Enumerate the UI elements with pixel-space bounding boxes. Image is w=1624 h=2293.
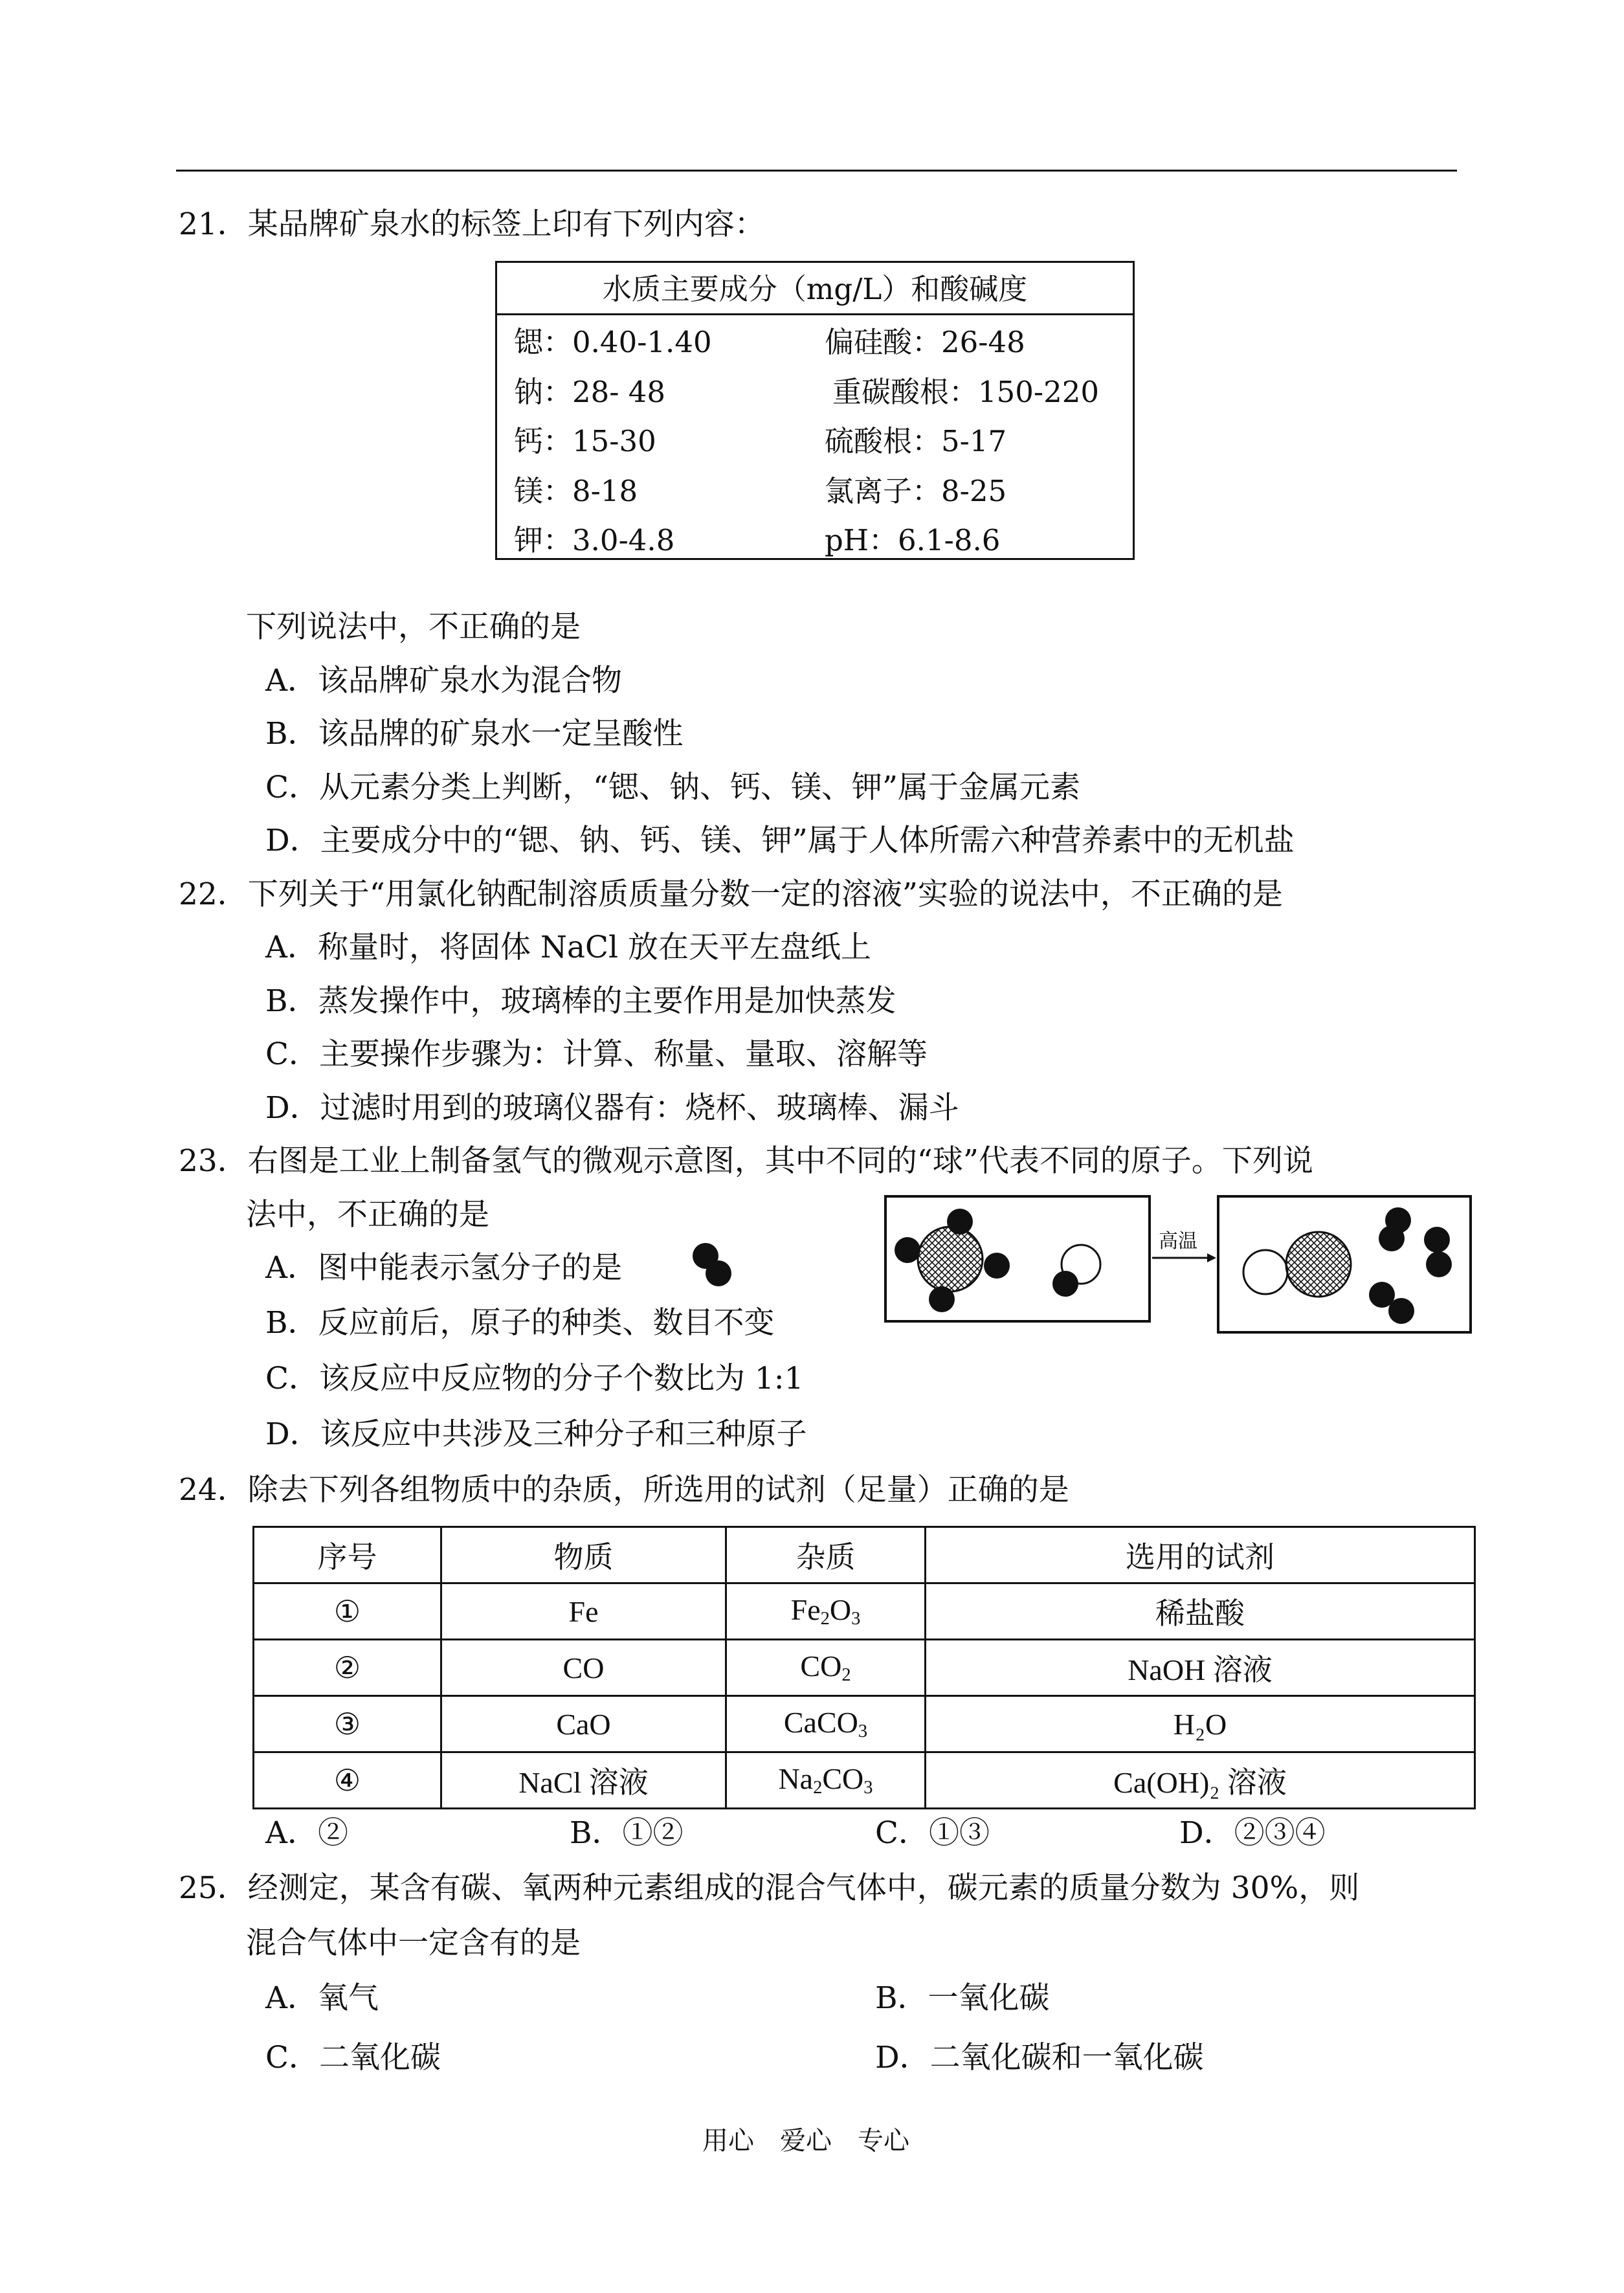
label-divider bbox=[497, 313, 1133, 315]
table-header-row bbox=[254, 1527, 1475, 1583]
q22-stem: 22．下列关于“用氯化钠配制溶质质量分数一定的溶液”实验的说法中，不正确的是 bbox=[179, 877, 1283, 912]
row-num: ② bbox=[254, 1640, 441, 1696]
q22-option-d: D．过滤时用到的玻璃仪器有：烧杯、玻璃棒、漏斗 bbox=[265, 1090, 959, 1126]
row-impurity: CaCO$_3$ bbox=[726, 1696, 926, 1752]
row-substance: CaO bbox=[441, 1696, 726, 1752]
table-row bbox=[254, 1752, 1475, 1809]
row-num: ③ bbox=[254, 1696, 441, 1752]
q25-option-a: A．氧气 bbox=[265, 1980, 379, 2016]
row-impurity: $CO_2$ bbox=[726, 1640, 926, 1696]
label-left-1: 锶：0.40-1.40 bbox=[514, 325, 712, 359]
hydrogen-molecule-icon bbox=[683, 1236, 741, 1295]
q25-option-b: B．一氧化碳 bbox=[875, 1980, 1050, 2016]
table-row bbox=[254, 1696, 1475, 1752]
row-substance: Fe bbox=[441, 1583, 726, 1640]
q21-option-c: C．从元素分类上判断，“锶、钠、钙、镁、钾”属于金属元素 bbox=[265, 770, 1081, 805]
q23-option-c: C．该反应中反应物的分子个数比为 1:1 bbox=[265, 1361, 804, 1396]
row-reagent: NaOH 溶液 bbox=[926, 1640, 1475, 1696]
header-reagent: 选用的试剂 bbox=[926, 1527, 1475, 1583]
label-left-3: 钙：15-30 bbox=[514, 424, 656, 458]
q24-option-a: A．② bbox=[265, 1815, 348, 1851]
q23-option-a: A．图中能表示氢分子的是 bbox=[265, 1250, 622, 1286]
top-rule bbox=[176, 170, 1457, 172]
row-impurity: $Na_2CO_3$ bbox=[726, 1752, 926, 1809]
label-right-1: 偏硅酸：26-48 bbox=[825, 325, 1025, 359]
q21-option-b: B．该品牌的矿泉水一定呈酸性 bbox=[265, 716, 684, 752]
reactant-water-molecule bbox=[1052, 1245, 1100, 1297]
row-substance: CO bbox=[441, 1640, 726, 1696]
label-right-3: 硫酸根：5-17 bbox=[825, 424, 1007, 458]
reaction-diagram bbox=[884, 1194, 1474, 1340]
header-num: 序号 bbox=[254, 1527, 441, 1583]
label-left-4: 镁：8-18 bbox=[514, 474, 638, 508]
row-num: ④ bbox=[254, 1752, 441, 1809]
q25-option-d: D．二氧化碳和一氧化碳 bbox=[875, 2040, 1204, 2075]
q24-option-c: C．①③ bbox=[875, 1815, 990, 1851]
q25-stem-line2: 混合气体中一定含有的是 bbox=[246, 1925, 581, 1961]
reagent-table bbox=[252, 1526, 1476, 1809]
header-impurity: 杂质 bbox=[726, 1527, 926, 1583]
q24-stem: 24．除去下列各组物质中的杂质，所选用的试剂（足量）正确的是 bbox=[179, 1472, 1069, 1508]
label-right-5: pH：6.1-8.6 bbox=[825, 523, 1001, 557]
product-co-molecule bbox=[1243, 1232, 1351, 1297]
table-row bbox=[254, 1583, 1475, 1640]
reactant-methane-molecule bbox=[895, 1209, 1010, 1312]
q25-stem-line1: 25．经测定，某含有碳、氧两种元素组成的混合气体中，碳元素的质量分数为 30%，则 bbox=[179, 1870, 1360, 1906]
q22-option-a: A．称量时，将固体 NaCl 放在天平左盘纸上 bbox=[265, 930, 871, 965]
arrow-label: 高温 bbox=[1159, 1230, 1197, 1253]
q23-stem-line2: 法中，不正确的是 bbox=[246, 1197, 489, 1233]
product-hydrogen-molecules bbox=[1369, 1207, 1452, 1324]
q21-option-d: D．主要成分中的“锶、钠、钙、镁、钾”属于人体所需六种营养素中的无机盐 bbox=[265, 823, 1295, 858]
q21-question: 下列说法中，不正确的是 bbox=[246, 609, 581, 645]
label-left-2: 钠：28- 48 bbox=[514, 375, 666, 409]
row-substance: NaCl 溶液 bbox=[441, 1752, 726, 1809]
row-reagent: Ca(OH)₂ 溶液 bbox=[926, 1752, 1475, 1809]
label-right-2: 重碳酸根：150-220 bbox=[832, 375, 1099, 409]
table-row bbox=[254, 1640, 1475, 1696]
q25-option-c: C．二氧化碳 bbox=[265, 2040, 441, 2075]
q22-option-b: B．蒸发操作中，玻璃棒的主要作用是加快蒸发 bbox=[265, 983, 896, 1019]
mineral-water-label bbox=[495, 261, 1135, 560]
header-substance: 物质 bbox=[441, 1527, 726, 1583]
q24-option-d: D．②③④ bbox=[1179, 1815, 1326, 1851]
q21-stem: 21．某品牌矿泉水的标签上印有下列内容： bbox=[179, 207, 765, 242]
label-header: 水质主要成分（mg/L）和酸碱度 bbox=[602, 272, 1028, 306]
q24-option-b: B．①② bbox=[570, 1815, 684, 1851]
q23-option-b: B．反应前后，原子的种类、数目不变 bbox=[265, 1305, 775, 1341]
q21-option-a: A．该品牌矿泉水为混合物 bbox=[265, 663, 622, 699]
row-impurity: $Fe_2O_3$ bbox=[726, 1583, 926, 1640]
row-reagent: 稀盐酸 bbox=[926, 1583, 1475, 1640]
label-left-5: 钾：3.0-4.8 bbox=[514, 523, 675, 557]
row-num: ① bbox=[254, 1583, 441, 1640]
page-footer: 用心 爱心 专心 bbox=[702, 2126, 909, 2156]
label-right-4: 氯离子：8-25 bbox=[825, 474, 1007, 508]
q23-option-d: D．该反应中共涉及三种分子和三种原子 bbox=[265, 1416, 807, 1452]
q22-option-c: C．主要操作步骤为：计算、称量、量取、溶解等 bbox=[265, 1036, 928, 1072]
row-reagent: H₂O bbox=[926, 1696, 1475, 1752]
q23-stem-line1: 23．右图是工业上制备氢气的微观示意图，其中不同的“球”代表不同的原子。下列说 bbox=[179, 1143, 1313, 1179]
